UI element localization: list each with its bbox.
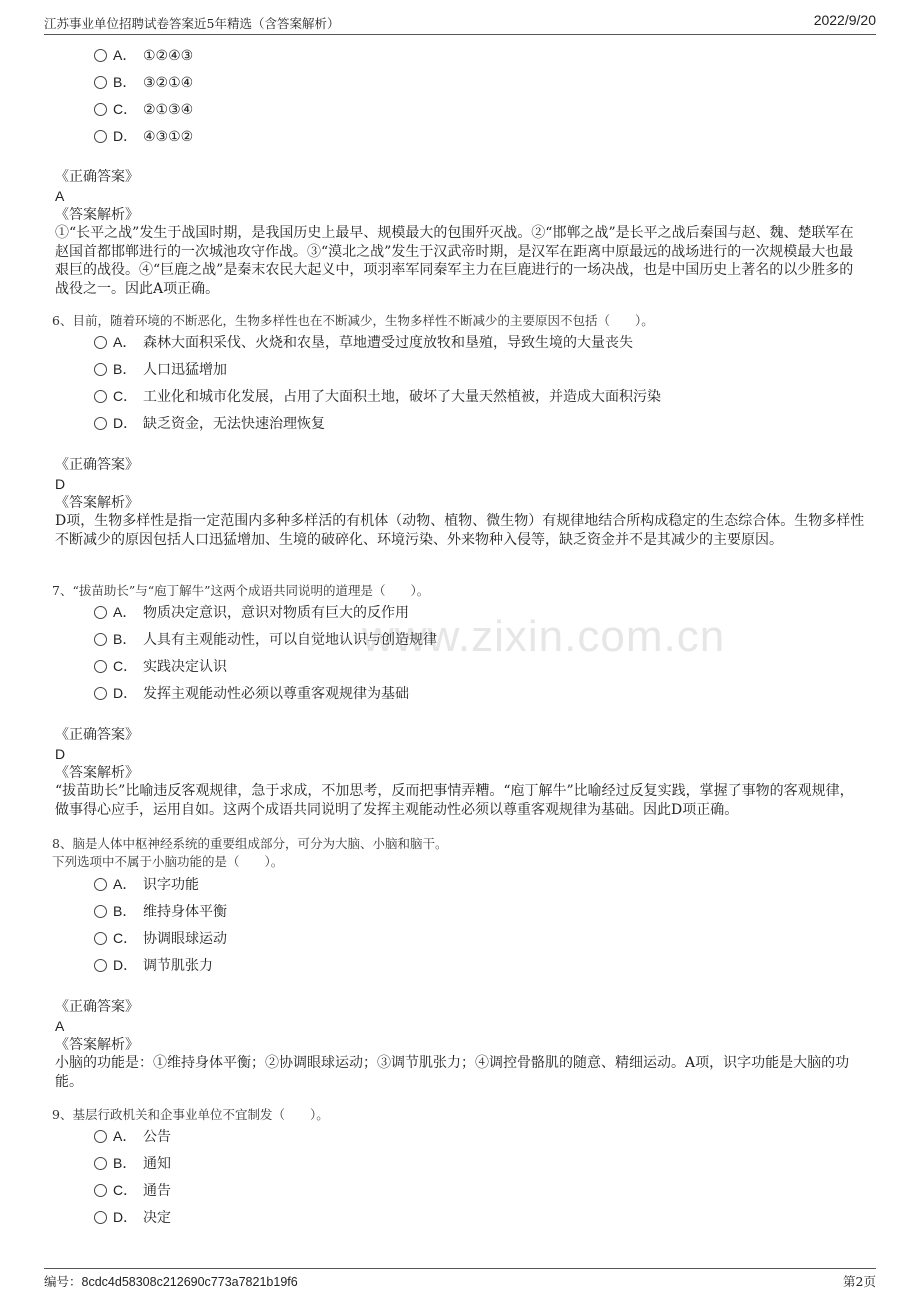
radio-icon[interactable] [94, 103, 107, 116]
q8-correct-label: 《正确答案》 [55, 999, 139, 1015]
radio-icon[interactable] [94, 633, 107, 646]
document-date: 2022/9/20 [813, 12, 876, 28]
radio-icon[interactable] [94, 660, 107, 673]
q6-option-a[interactable]: A． 森林大面积采伐、火烧和农垦，草地遭受过度放牧和垦殖，导致生境的大量丧失 [94, 332, 633, 352]
q8-question-line2: 下列选项中不属于小脑功能的是（ ）。 [52, 854, 284, 869]
q8-answer: A [55, 1018, 65, 1034]
q6-option-d[interactable]: D． 缺乏资金，无法快速治理恢复 [94, 413, 325, 433]
q9-option-a[interactable]: A． 公告 [94, 1126, 171, 1146]
q7-option-d[interactable]: D． 发挥主观能动性必须以尊重客观规律为基础 [94, 683, 409, 703]
page-number: 第2页 [843, 1274, 876, 1289]
q5-option-a[interactable]: A． ①②④③ [94, 45, 193, 65]
q6-question: 6、目前，随着环境的不断恶化，生物多样性也在不断减少，生物多样性不断减少的主要原因不包括（ ）。 [52, 313, 654, 328]
watermark: www.zixin.com.cn [362, 612, 726, 661]
q7-analysis: “拔苗助长”比喻违反客观规律，急于求成，不加思考，反而把事情弄糟。“庖丁解牛”比喻经过反复实践，掌握了事物的客观规律，做事得心应手，运用自如。这两个成语共同说明了发挥主观能动性必须以尊重客观规律为基础。因此D项正确。 [55, 783, 854, 818]
q8-option-a[interactable]: A． 识字功能 [94, 874, 199, 894]
q7-option-a[interactable]: A． 物质决定意识，意识对物质有巨大的反作用 [94, 602, 409, 622]
radio-icon[interactable] [94, 390, 107, 403]
q7-option-c[interactable]: C． 实践决定认识 [94, 656, 227, 676]
radio-icon[interactable] [94, 336, 107, 349]
q5-option-d[interactable]: D． ④③①② [94, 126, 193, 146]
q9-option-d[interactable]: D． 决定 [94, 1207, 171, 1227]
q8-option-b[interactable]: B． 维持身体平衡 [94, 901, 227, 921]
radio-icon[interactable] [94, 687, 107, 700]
document-code: 编号：8cdc4d58308c212690c773a7821b19f6 [44, 1274, 298, 1289]
q8-analysis: 小脑的功能是：①维持身体平衡；②协调眼球运动；③调节肌张力；④调控骨骼肌的随意、精细运动。A项，识字功能是大脑的功能。 [55, 1055, 850, 1090]
document-title: 江苏事业单位招聘试卷答案近5年精选（含答案解析） [44, 16, 340, 31]
q5-option-b[interactable]: B． ③②①④ [94, 72, 193, 92]
radio-icon[interactable] [94, 905, 107, 918]
radio-icon[interactable] [94, 1157, 107, 1170]
q9-option-c[interactable]: C． 通告 [94, 1180, 171, 1200]
q5-option-c[interactable]: C． ②①③④ [94, 99, 193, 119]
radio-icon[interactable] [94, 959, 107, 972]
radio-icon[interactable] [94, 1130, 107, 1143]
q6-correct-label: 《正确答案》 [55, 457, 139, 473]
q6-analysis-label: 《答案解析》 [55, 495, 139, 511]
radio-icon[interactable] [94, 1184, 107, 1197]
page-footer [44, 1268, 876, 1293]
radio-icon[interactable] [94, 932, 107, 945]
radio-icon[interactable] [94, 76, 107, 89]
q7-question: 7、“拔苗助长”与“庖丁解牛”这两个成语共同说明的道理是（ ）。 [52, 583, 430, 598]
q9-option-b[interactable]: B． 通知 [94, 1153, 171, 1173]
q8-question-line1: 8、脑是人体中枢神经系统的重要组成部分，可分为大脑、小脑和脑干。 [52, 836, 448, 851]
radio-icon[interactable] [94, 606, 107, 619]
q5-analysis-label: 《答案解析》 [55, 207, 139, 223]
radio-icon[interactable] [94, 363, 107, 376]
q6-answer: D [55, 476, 66, 492]
q8-analysis-label: 《答案解析》 [55, 1037, 139, 1053]
radio-icon[interactable] [94, 1211, 107, 1224]
q8-option-c[interactable]: C． 协调眼球运动 [94, 928, 227, 948]
q5-analysis: ①“长平之战”发生于战国时期，是我国历史上最早、规模最大的包围歼灭战。②“邯郸之战”是长平之战后秦国与赵、魏、楚联军在赵国首都邯郸进行的一次城池攻守作战。③“漠北之战”发生于汉武帝时期，是汉军在距离中原最远的战场进行的一次规模最大也最艰巨的战役。④“巨鹿之战”是秦末农民大起义中，项羽率军同秦军主力在巨鹿进行的一场决战，也是中国历史上著名的以少胜多的战役之一。因此A项正确。 [55, 225, 854, 297]
q7-answer: D [55, 746, 66, 762]
q7-option-b[interactable]: B． 人具有主观能动性，可以自觉地认识与创造规律 [94, 629, 437, 649]
q9-question: 9、基层行政机关和企事业单位不宜制发（ ）。 [52, 1107, 329, 1122]
q6-option-b[interactable]: B． 人口迅猛增加 [94, 359, 227, 379]
q7-correct-label: 《正确答案》 [55, 727, 139, 743]
q7-analysis-label: 《答案解析》 [55, 765, 139, 781]
radio-icon[interactable] [94, 49, 107, 62]
q6-analysis: D项，生物多样性是指一定范围内多种多样活的有机体（动物、植物、微生物）有规律地结合所构成稳定的生态综合体。生物多样性不断减少的原因包括人口迅猛增加、生境的破碎化、环境污染、外来物种入侵等，缺乏资金并不是其减少的主要原因。 [55, 513, 865, 548]
q5-correct-label: 《正确答案》 [55, 169, 139, 185]
radio-icon[interactable] [94, 130, 107, 143]
radio-icon[interactable] [94, 417, 107, 430]
page-header [44, 12, 876, 35]
q6-option-c[interactable]: C． 工业化和城市化发展，占用了大面积土地，破坏了大量天然植被，并造成大面积污染 [94, 386, 661, 406]
q5-answer: A [55, 188, 65, 204]
q8-option-d[interactable]: D． 调节肌张力 [94, 955, 213, 975]
radio-icon[interactable] [94, 878, 107, 891]
